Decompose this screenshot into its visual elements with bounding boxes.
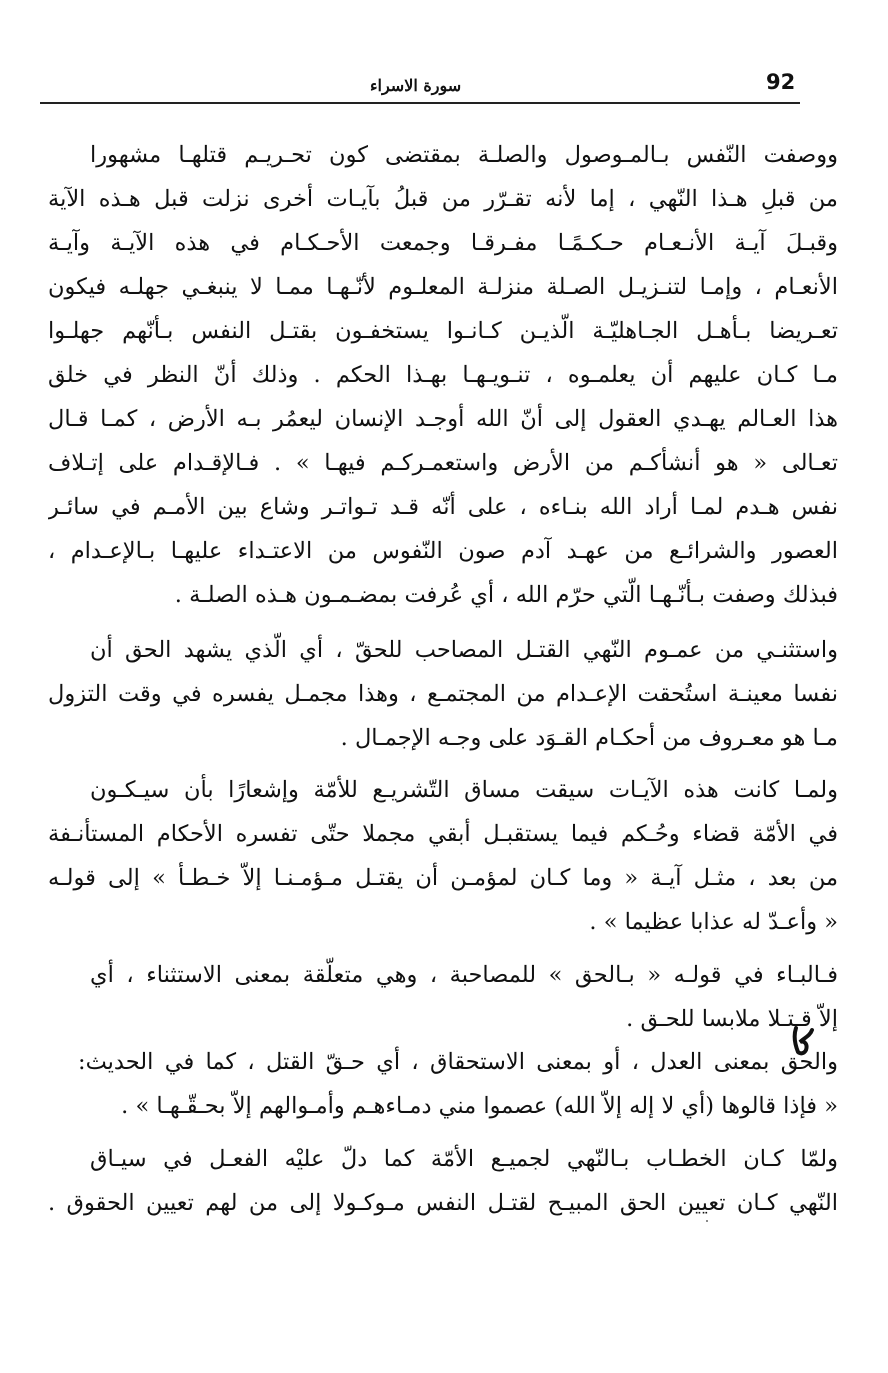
text-line: نفس هـدم لمـا أراد الله بنـاءه ، على أنّه قـد تـواتـر وشاع بين الأمـم في سائـر [48, 494, 838, 520]
page-header [40, 64, 800, 104]
text-line: وقبـلَ آيـة الأنـعـام حـكـمًـا مفـرقـا وجمعت الأحـكـام في هذه الآيـة وآيـة [48, 230, 838, 256]
running-title: سورة الاسراء [370, 76, 462, 95]
text-line: تعـريضا بـأهـل الجـاهليّـة الّذيـن كـانـوا يستخفـون بقتـل النفس بـأنّهم جهلـوا [48, 318, 838, 344]
text-line: في الأمّة قضاء وحُـكم فيما يستقبـل أبقي مجملا حتّى تفسره الأحكام المستأنـفة [48, 821, 838, 847]
text-line: والحق بمعنى العدل ، أو بمعنى الاستحقاق ، أي حـقّ القتل ، كما في الحديث: [78, 1049, 838, 1075]
text-line: نفسا معينـة استُحقت الإعـدام من المجتمـع ، وهذا مجمـل يفسره في وقت التزول [48, 681, 838, 707]
scan-speck [706, 1220, 708, 1222]
text-line: من قبلِ هـذا النّهي ، إما لأنه تقـرّر من قبلُ بآيـات أخرى نزلت قبل هـذه الآية [48, 186, 838, 212]
page-number: 92 [766, 70, 796, 94]
text-line: ولمّا كـان الخطـاب بـالنّهي لجميـع الأمّة كما دلّ عليْه الفعـل في سيـاق [90, 1146, 838, 1172]
text-line: ولمـا كانت هذه الآيـات سيقت مساق التّشريـع للأمّة وإشعارًا بأن سيـكـون [90, 777, 838, 803]
text-line: « وأعـدّ له عذابا عظيما » . [589, 909, 838, 935]
text-line: تعـالى « هو أنشأكـم من الأرض واستعمـركـم فيهـا » . فـالإقـدام على إتـلاف [48, 450, 838, 476]
text-line: فـالبـاء في قولـه « بـالحق » للمصاحبة ، وهي متعلّقة بمعنى الاستثناء ، أي [90, 962, 838, 988]
text-line: مـا هو معـروف من أحكـام القـوَد على وجـه الإجمـال . [340, 725, 838, 751]
text-line: الأنعـام ، وإمـا لتنـزيـل الصـلة منزلـة المعلـوم لأنّـهـا ممـا لا ينبغـي جهلـه فيكون [48, 274, 838, 300]
text-line: هذا العـالم يهـدي العقول إلى أنّ الله أوجـد الإنسان ليعمُر بـه الأرض ، كمـا قـال [48, 406, 838, 432]
text-line: مـا كـان عليهم أن يعلمـوه ، تنـويـهـا بهـذا الحكم . وذلك أنّ النظر في خلق [48, 362, 838, 388]
text-line: العصور والشرائـع من عهـد آدم صون النّفوس من الاعتـداء عليهـا بـالإعـدام ، [48, 538, 838, 564]
text-line: « فإذا قالوها (أي لا إله إلاّ الله) عصموا مني دمـاءهـم وأمـوالهم إلاّ بحـقّـهـا » . [121, 1093, 838, 1119]
text-line: واستثنـي من عمـوم النّهي القتـل المصاحب للحقّ ، أي الّذي يشهد الحق أن [90, 637, 838, 663]
text-line: النّهي كـان تعيين الحق المبيـح لقتـل النفس مـوكـولا إلى من لهم تعيين الحقوق . [48, 1190, 838, 1216]
text-line: إلاّ قـتـلا ملابسا للحـق . [626, 1006, 838, 1032]
text-line: فبذلك وصفت بـأنّـهـا الّتي حرّم الله ، أي عُرفت بمضـمـون هـذه الصلـة . [174, 582, 838, 608]
text-line: ووصفت النّفس بـالمـوصول والصلـة بمقتضى كون تحـريـم قتلهـا مشهورا [90, 142, 838, 168]
text-line: من بعد ، مثـل آيـة « وما كـان لمؤمـن أن يقتـل مـؤمـنـا إلاّ خـطـأ » إلى قولـه [48, 865, 838, 891]
